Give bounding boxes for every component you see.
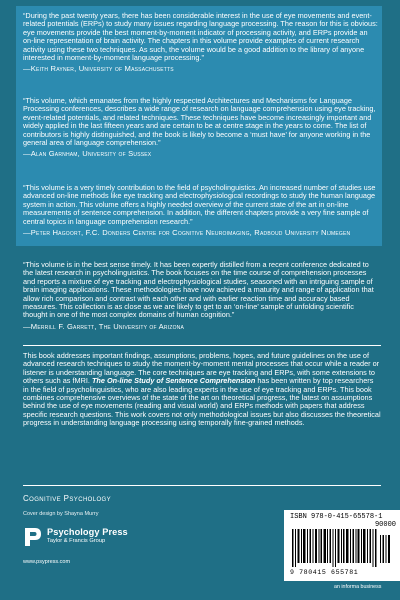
review-attribution: —Alan Garnham, University of Sussex xyxy=(23,149,152,159)
section-divider xyxy=(23,485,381,486)
publisher-url: www.psypress.com xyxy=(23,559,71,565)
review-text: “This volume is in the best sense timely. It has been expertly distilled from a recent conference dedicated to the latest research in psycholinguistics. The book focuses on the time course of comprehension processes and reports a mixture of eye tracking and electrophysiological studies, seasoned with an intriguing sample of brain imaging applications. These methodologies have now achieved a maturity and range of application that allow rich comparison and contrast with each other and with earlier reaction time and accuracy based measures. This collection is as close as we are likely to get to an ‘on-line’ sample of unfolding scientific thought in one of the most complex domains of human cognition.” xyxy=(23,260,374,320)
review-block xyxy=(23,97,379,158)
publisher-name: Psychology Press xyxy=(47,527,128,537)
review-text: “This volume is a very timely contribution to the field of psycholinguistics. An increased number of studies use advanced on-line methods like eye tracking and electrophysiological recordings to study the human language system in action. This volume offers a highly needed overview of the current state of the art in on-line measurements of sentence comprehension. In addition, the different chapters provide a very fine sample of central topics in language comprehension research.” xyxy=(23,183,376,226)
review-attribution: —Keith Rayner, University of Massachusetts xyxy=(23,64,174,74)
cover-credit: Cover design by Shayna Murry xyxy=(23,511,99,517)
informa-tagline: an informa business xyxy=(334,584,382,590)
review-block xyxy=(23,12,379,73)
book-title: The On-line Study of Sentence Comprehension xyxy=(91,376,256,386)
section-divider xyxy=(23,345,381,346)
review-block xyxy=(23,261,379,331)
barcode-bars-icon xyxy=(292,529,392,567)
barcode xyxy=(284,510,400,581)
review-text: “During the past twenty years, there has been considerable interest in the use of eye movements and event-related potentials (ERPs) to study many issues regarding language processing. The reason for this is obvious: eye movements provide the best moment-by-moment indicator of processing activity, and ERPs provide an on-line representation of brain activity. The chapters in this volume provide examples of current research activity using these two techniques. As such, the volume would be a good addition to the library of anyone interested in moment-by-moment language processing.” xyxy=(23,11,378,63)
series-label: Cognitive Psychology xyxy=(23,494,112,503)
book-description xyxy=(23,352,381,428)
isbn-number: ISBN 978-0-415-65578-1 xyxy=(290,513,383,521)
barcode-digits: 9 780415 655781 xyxy=(290,569,359,576)
publisher-subtitle: Taylor & Francis Group xyxy=(47,538,106,544)
review-attribution: —Merrill F. Garrett, The University of Arizona xyxy=(23,321,185,331)
publisher-logo-icon xyxy=(23,526,43,548)
price-code: 90000 xyxy=(374,521,396,529)
description-part1: This book addresses important findings, assumptions, problems, hopes, and future guidelines on the use of advanced research techniques to study the moment-by-moment mental processes that occur while a reader or listener is understanding language. The core techniques are eye tracking and ERPs, with some extensions to others such as fMRI. xyxy=(23,351,380,386)
review-attribution: —Peter Hagoort, F.C. Donders Centre for Cognitive Neuroimaging, Radboud University Nijmegen xyxy=(23,228,351,238)
review-block xyxy=(23,184,379,237)
review-text: “This volume, which emanates from the highly respected Architectures and Mechanisms for Language Processing conferences, describes a wide range of research on language comprehension using eye tracking, event-related potentials, and related techniques. These techniques have become increasingly important and widely applied in the last fifteen years and are certain to be at centre stage in the years to come. The list of contributors is highly distinguished, and the book is likely to become a ‘must have’ for anyone working in the general area of language comprehension.” xyxy=(23,96,376,148)
description-part2: has been written by top researchers in the field of psycholinguistics, who are also leading experts in the use of eye tracking and ERPs. This book combines comprehensive overviews of the state of the art on theoretical progress, the latest on assumptions behind the use of eye movements (reading and visual world) and ERPs methods with papers that address specific research questions. This work covers not only methodological issues but also discusses the theoretical progress in understanding language processing using temporally fine-grained methods. xyxy=(23,376,381,428)
publisher-block xyxy=(23,526,133,566)
